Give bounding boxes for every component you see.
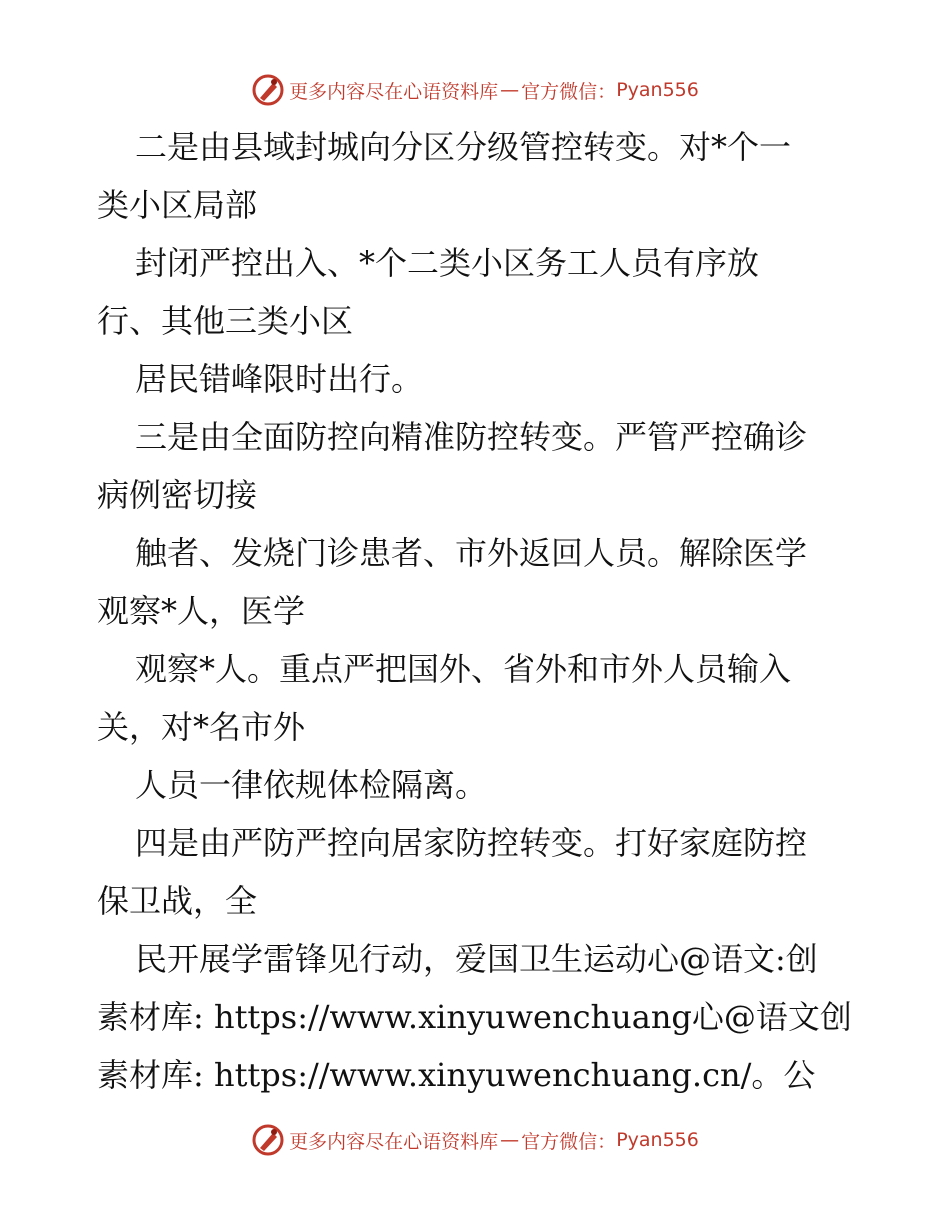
watermark-dash: — [500,1129,520,1151]
text-line: 类小区局部 [97,186,258,224]
text-line: 民开展学雷锋见行动，爱国卫生运动心@语文:创 [135,940,818,978]
text-line: 居民错峰限时出行。 [135,360,424,398]
watermark-dash: — [500,79,520,101]
text-line: 保卫战，全 [97,882,258,920]
text-line: 观察*人。重点严把国外、省外和市外人员输入 [135,650,792,688]
text-line: 人员一律依规体检隔离。 [135,766,488,804]
text-line: 触者、发烧门诊患者、市外返回人员。解除医学 [135,534,808,572]
text-line: 素材库: https://www.xinyuwenchuang.cn/。公 [97,1056,816,1094]
text-line: 关，对*名市外 [97,708,306,746]
watermark-footer [0,1120,950,1160]
watermark-official-label: 官方微信： [521,80,617,103]
text-line: 二是由县域封城向分区分级管控转变。对*个一 [135,128,792,166]
text-line: 封闭严控出入、*个二类小区务工人员有序放 [135,244,760,282]
text-line: 观察*人，医学 [97,592,306,630]
text-line: 素材库: https://www.xinyuwenchuang心@语文创 [97,998,852,1036]
pen-logo-icon [251,73,285,107]
watermark-header [0,70,950,110]
watermark-wechat-id: Pyan556 [616,79,699,101]
text-line: 四是由严防严控向居家防控转变。打好家庭防控 [135,824,808,862]
document-body [97,118,877,1104]
text-line: 行、其他三类小区 [97,302,354,340]
watermark-main-text: 更多内容尽在心语资料库 [289,1130,499,1153]
pen-logo-icon [251,1123,285,1157]
text-line: 病例密切接 [97,476,258,514]
watermark-official-label: 官方微信： [521,1130,617,1153]
watermark-main-text: 更多内容尽在心语资料库 [289,80,499,103]
text-line: 三是由全面防控向精准防控转变。严管严控确诊 [135,418,808,456]
watermark-wechat-id: Pyan556 [616,1129,699,1151]
